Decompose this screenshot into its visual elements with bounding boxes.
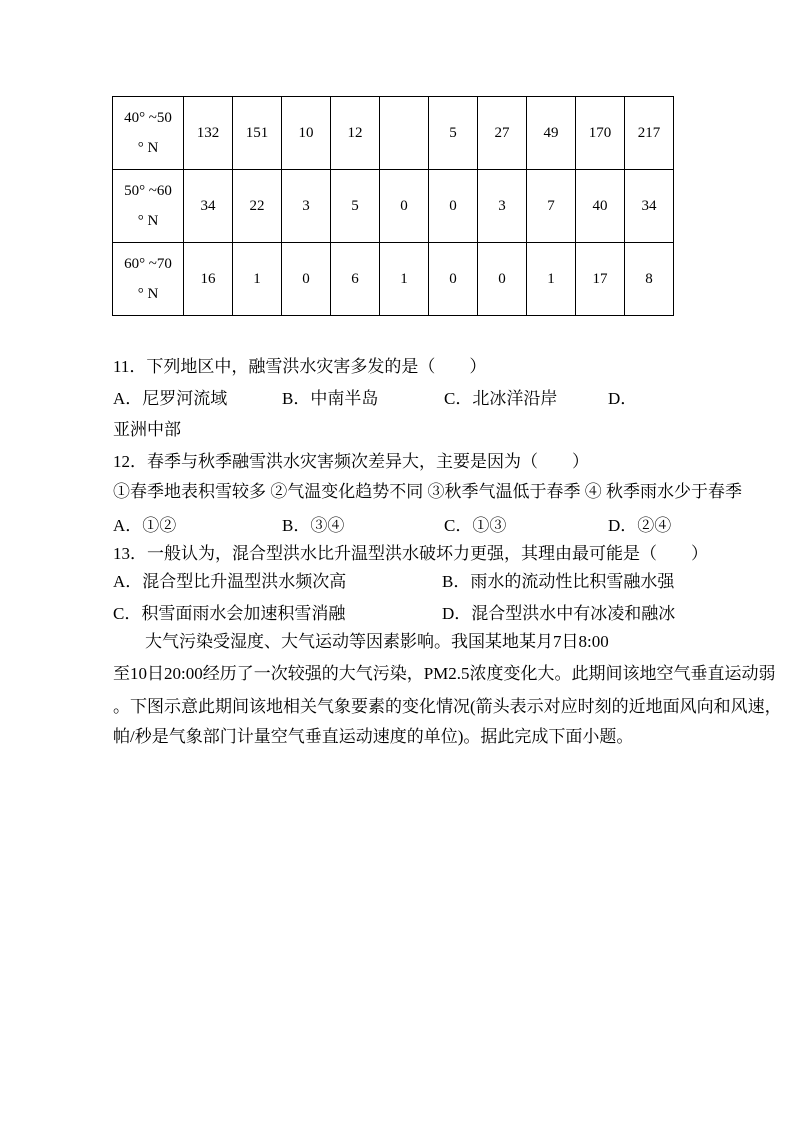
q12-option-c: C．①③ <box>444 516 507 535</box>
q13-options-row-ab <box>113 571 683 593</box>
passage-line-1: 大气污染受湿度、大气运动等因素影响。我国某地某月7日8:00 <box>145 632 609 651</box>
table-cell: 8 <box>625 243 674 316</box>
table-cell: 1 <box>527 243 576 316</box>
table-cell: 0 <box>429 243 478 316</box>
table-cell: 3 <box>282 170 331 243</box>
q11-stem: 11．下列地区中，融雪洪水灾害多发的是（ ） <box>113 357 487 376</box>
q13-options-row-cd <box>113 603 683 625</box>
table-cell: 0 <box>429 170 478 243</box>
snowmelt-flood-frequency-table <box>112 96 674 316</box>
table-cell: 3 <box>478 170 527 243</box>
q11-options-row <box>113 388 683 410</box>
table-cell: 17 <box>576 243 625 316</box>
q11-option-a: A．尼罗河流域 <box>113 389 228 408</box>
q12-stem: 12．春季与秋季融雪洪水灾害频次差异大，主要是因为（ ） <box>113 452 589 471</box>
latitude-label-line1: 60° ~70 <box>124 256 172 272</box>
table-cell: 5 <box>429 97 478 170</box>
table-cell: 40 <box>576 170 625 243</box>
table-cell: 34 <box>184 170 233 243</box>
table-cell <box>380 97 429 170</box>
passage-line-2: 至10日20:00经历了一次较强的大气污染，PM2.5浓度变化大。此期间该地空气垂直运动弱 <box>113 664 776 683</box>
q13-stem: 13．一般认为，混合型洪水比升温型洪水破坏力更强，其理由最可能是（ ） <box>113 544 708 563</box>
table-cell: 7 <box>527 170 576 243</box>
latitude-label-line2: ° N <box>137 140 159 156</box>
passage-line-4: 帕/秒是气象部门计量空气垂直运动速度的单位)。据此完成下面小题。 <box>113 727 634 746</box>
q12-option-b: B．③④ <box>282 516 345 535</box>
latitude-label-cell <box>113 243 184 316</box>
latitude-label-cell <box>113 97 184 170</box>
q11-option-d-wrap: 亚洲中部 <box>113 420 181 439</box>
table-cell: 22 <box>233 170 282 243</box>
latitude-label-line1: 40° ~50 <box>124 110 172 126</box>
q11-option-d: D． <box>608 389 638 408</box>
table-cell: 1 <box>233 243 282 316</box>
table-cell: 217 <box>625 97 674 170</box>
table-cell: 132 <box>184 97 233 170</box>
table-cell: 16 <box>184 243 233 316</box>
latitude-label-cell <box>113 170 184 243</box>
table-cell: 0 <box>282 243 331 316</box>
table-cell: 34 <box>625 170 674 243</box>
table-cell: 5 <box>331 170 380 243</box>
q13-option-b: B．雨水的流动性比积雪融水强 <box>442 572 675 591</box>
table-cell: 1 <box>380 243 429 316</box>
passage-line-3: 。下图示意此期间该地相关气象要素的变化情况(箭头表示对应时刻的近地面风向和风速， <box>113 697 782 716</box>
table-cell: 6 <box>331 243 380 316</box>
latitude-label-line1: 50° ~60 <box>124 183 172 199</box>
q12-numbered-items: ①春季地表积雪较多 ②气温变化趋势不同 ③秋季气温低于春季 ④ 秋季雨水少于春季 <box>113 482 742 501</box>
q12-options-row <box>113 515 683 537</box>
q13-option-d: D．混合型洪水中有冰凌和融冰 <box>442 604 676 623</box>
table-cell: 27 <box>478 97 527 170</box>
table-cell: 0 <box>478 243 527 316</box>
latitude-label-line2: ° N <box>137 286 159 302</box>
table-row-lat-50-60 <box>113 170 674 243</box>
table-cell: 49 <box>527 97 576 170</box>
table-cell: 170 <box>576 97 625 170</box>
table-row-lat-40-50 <box>113 97 674 170</box>
table-cell: 151 <box>233 97 282 170</box>
latitude-label-line2: ° N <box>137 213 159 229</box>
q13-option-a: A．混合型比升温型洪水频次高 <box>113 572 347 591</box>
q11-option-c: C．北冰洋沿岸 <box>444 389 558 408</box>
table-cell: 0 <box>380 170 429 243</box>
q13-option-c: C．积雪面雨水会加速积雪消融 <box>113 604 346 623</box>
table-cell: 10 <box>282 97 331 170</box>
table-cell: 12 <box>331 97 380 170</box>
table-row-lat-60-70 <box>113 243 674 316</box>
q12-option-a: A．①② <box>113 516 177 535</box>
q12-option-d: D．②④ <box>608 516 672 535</box>
q11-option-b: B．中南半岛 <box>282 389 379 408</box>
